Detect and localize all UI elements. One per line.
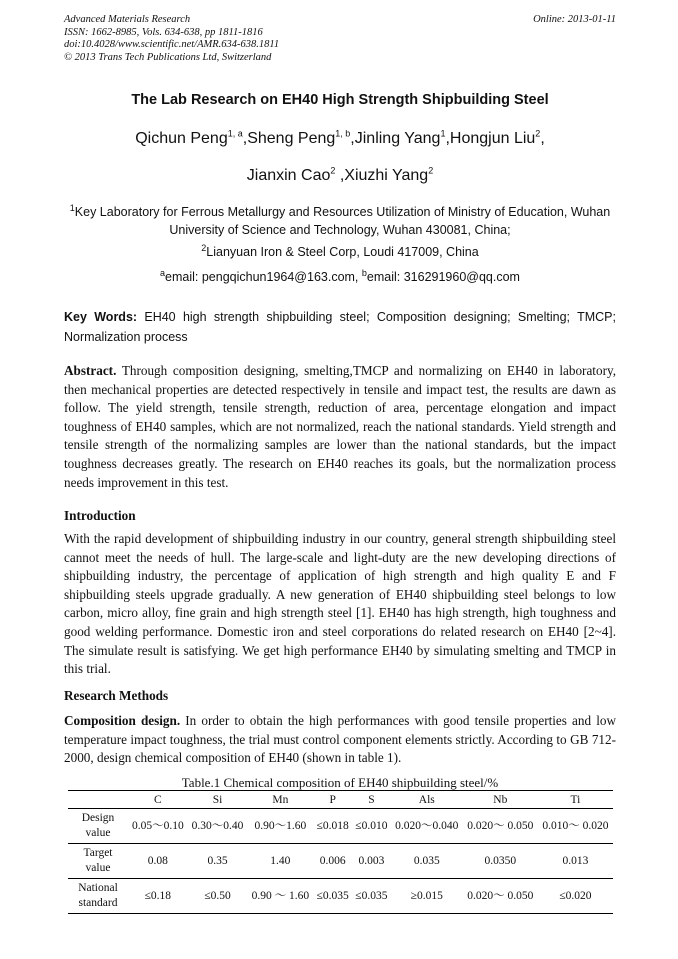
table-header-row	[68, 791, 613, 809]
table-cell: ≥0.015	[391, 879, 463, 914]
abstract-label: Abstract.	[64, 363, 117, 378]
header-cell: Mn	[247, 791, 313, 809]
copyright-line: © 2013 Trans Tech Publications Ltd, Switzerland	[64, 51, 272, 63]
table-cell: 0.003	[352, 844, 391, 879]
author-line-2	[64, 167, 616, 185]
table-cell: 0.020～ 0.050	[463, 809, 538, 844]
table-caption: Table.1 Chemical composition of EH40 shipbuilding steel/%	[181, 775, 499, 790]
author-affil-marker: 1, a	[227, 128, 243, 139]
row-label: National standard	[68, 879, 128, 914]
table-cell: ≤0.020	[538, 879, 613, 914]
table-cell: 0.035	[391, 844, 463, 879]
introduction-text: With the rapid development of shipbuilding industry in our country, general strength shipbuilding steel cannot meet the needs of hull. The large-scale and light-duty are the new developing directions of shipbuilding industry, the percentage of application of high strength and high quality E and F shipbuilding steels upgrade gradually. A new generation of EH40 shipbuilding steel belongs to low carbon, micro alloy, fine grain and high strength steel [1]. EH40 has high strength, high toughness and good welding performance. Domestic iron and steel corporations do related research on EH40 [2~4]. The simulate result is satisfying. We get high performance EH40 by simulating smelting and TMCP in this trial.	[64, 531, 616, 677]
table-cell: 0.30～0.40	[188, 809, 248, 844]
author-affil-marker: 1, b	[335, 128, 351, 139]
keywords-label: Key Words:	[64, 310, 138, 324]
table-cell: 0.006	[313, 844, 352, 879]
email-marker: a	[160, 267, 166, 278]
email-marker: b	[361, 267, 367, 278]
table-cell: 0.010～ 0.020	[538, 809, 613, 844]
journal-name: Advanced Materials Research	[64, 14, 191, 25]
author-name: ,Hongjun Liu	[445, 130, 536, 147]
header-cell	[68, 791, 128, 809]
row-label: Design value	[68, 809, 128, 844]
abstract-text: Through composition designing, smelting,TMCP and normalizing on EH40 in laboratory, then mechanical properties are detected respectively in tensile and impact test, the results are dawn as follow. The yield strength, tensile strength, reduction of area, percentage elongation and impact toughness of EH40 samples, which are not normalized, reach the national standards. Yield strength and tensile strength of the normalizing samples are lower than the national standards, but the impact toughness decreases greatly. The research on EH40 reaches its goals, but the normalization process needs improvement in this test.	[64, 363, 616, 490]
table-row	[68, 844, 613, 879]
composition-label: Composition design.	[64, 713, 181, 728]
author-name: ,Jinling Yang	[350, 130, 441, 147]
keywords	[64, 307, 616, 347]
header-cell: Ti	[538, 791, 613, 809]
table-cell: ≤0.50	[188, 879, 248, 914]
affiliation-text: Key Laboratory for Ferrous Metallurgy and Resources Utilization of Ministry of Education, Wuhan University of Science and Technology, Wuhan 430081, China;	[74, 205, 611, 237]
abstract	[64, 362, 616, 492]
author-line-1	[64, 130, 616, 148]
affiliation-2	[64, 243, 616, 261]
header-cell: S	[352, 791, 391, 809]
table-cell: 0.35	[188, 844, 248, 879]
table-cell: 0.05～0.10	[128, 809, 188, 844]
table-cell: 0.020～ 0.050	[463, 879, 538, 914]
email-a: email: pengqichun1964@163.com,	[165, 270, 362, 284]
header-cell: Als	[391, 791, 463, 809]
table-cell: ≤0.18	[128, 879, 188, 914]
table-row	[68, 809, 613, 844]
chemical-composition-table	[68, 790, 613, 914]
table-cell: 1.40	[247, 844, 313, 879]
issn-line: ISSN: 1662-8985, Vols. 634-638, pp 1811-1816	[64, 26, 263, 38]
doi-line: doi:10.4028/www.scientific.net/AMR.634-638.1811	[64, 39, 280, 50]
affiliation-marker: 2	[201, 242, 207, 253]
table-cell: ≤0.018	[313, 809, 352, 844]
email-b: email: 316291960@qq.com	[366, 270, 520, 284]
affiliation-1	[64, 203, 616, 239]
online-date: Online: 2013-01-11	[533, 14, 616, 25]
introduction-heading: Introduction	[64, 508, 136, 523]
author-name: ,Xiuzhi Yang	[335, 167, 429, 184]
author-affil-marker: 2	[428, 165, 434, 176]
header-cell: C	[128, 791, 188, 809]
affiliation-text: Lianyuan Iron & Steel Corp, Loudi 417009, China	[206, 245, 479, 259]
author-separator: ,	[540, 130, 545, 147]
table-row	[68, 879, 613, 914]
affiliation-marker: 1	[69, 202, 75, 213]
row-label: Target value	[68, 844, 128, 879]
table-cell: 0.0350	[463, 844, 538, 879]
table-cell: 0.90 ～ 1.60	[247, 879, 313, 914]
header-cell: Si	[188, 791, 248, 809]
journal-header	[64, 14, 616, 64]
paper-title: The Lab Research on EH40 High Strength Shipbuilding Steel	[131, 92, 549, 108]
table-cell: 0.90～1.60	[247, 809, 313, 844]
table-cell: ≤0.035	[352, 879, 391, 914]
author-affil-marker: 2	[535, 128, 541, 139]
table-cell: ≤0.035	[313, 879, 352, 914]
composition-paragraph	[64, 712, 616, 768]
table-cell: 0.08	[128, 844, 188, 879]
email-line	[64, 268, 616, 286]
author-name: Qichun Peng	[135, 130, 228, 147]
author-affil-marker: 2	[330, 165, 336, 176]
composition-text: In order to obtain the high performances with good tensile properties and low temperature impact toughness, the trial must control component elements strictly. According to GB 712-2000, design chemical composition of EH40 (shown in table 1).	[64, 713, 616, 766]
author-affil-marker: 1	[440, 128, 446, 139]
table-cell: 0.013	[538, 844, 613, 879]
author-name: ,Sheng Peng	[242, 130, 336, 147]
keywords-text: EH40 high strength shipbuilding steel; Composition designing; Smelting; TMCP; Normalization process	[64, 310, 616, 344]
methods-heading: Research Methods	[64, 688, 169, 703]
author-name: Jianxin Cao	[246, 167, 331, 184]
table-cell: ≤0.010	[352, 809, 391, 844]
header-cell: P	[313, 791, 352, 809]
header-cell: Nb	[463, 791, 538, 809]
table-cell: 0.020～0.040	[391, 809, 463, 844]
